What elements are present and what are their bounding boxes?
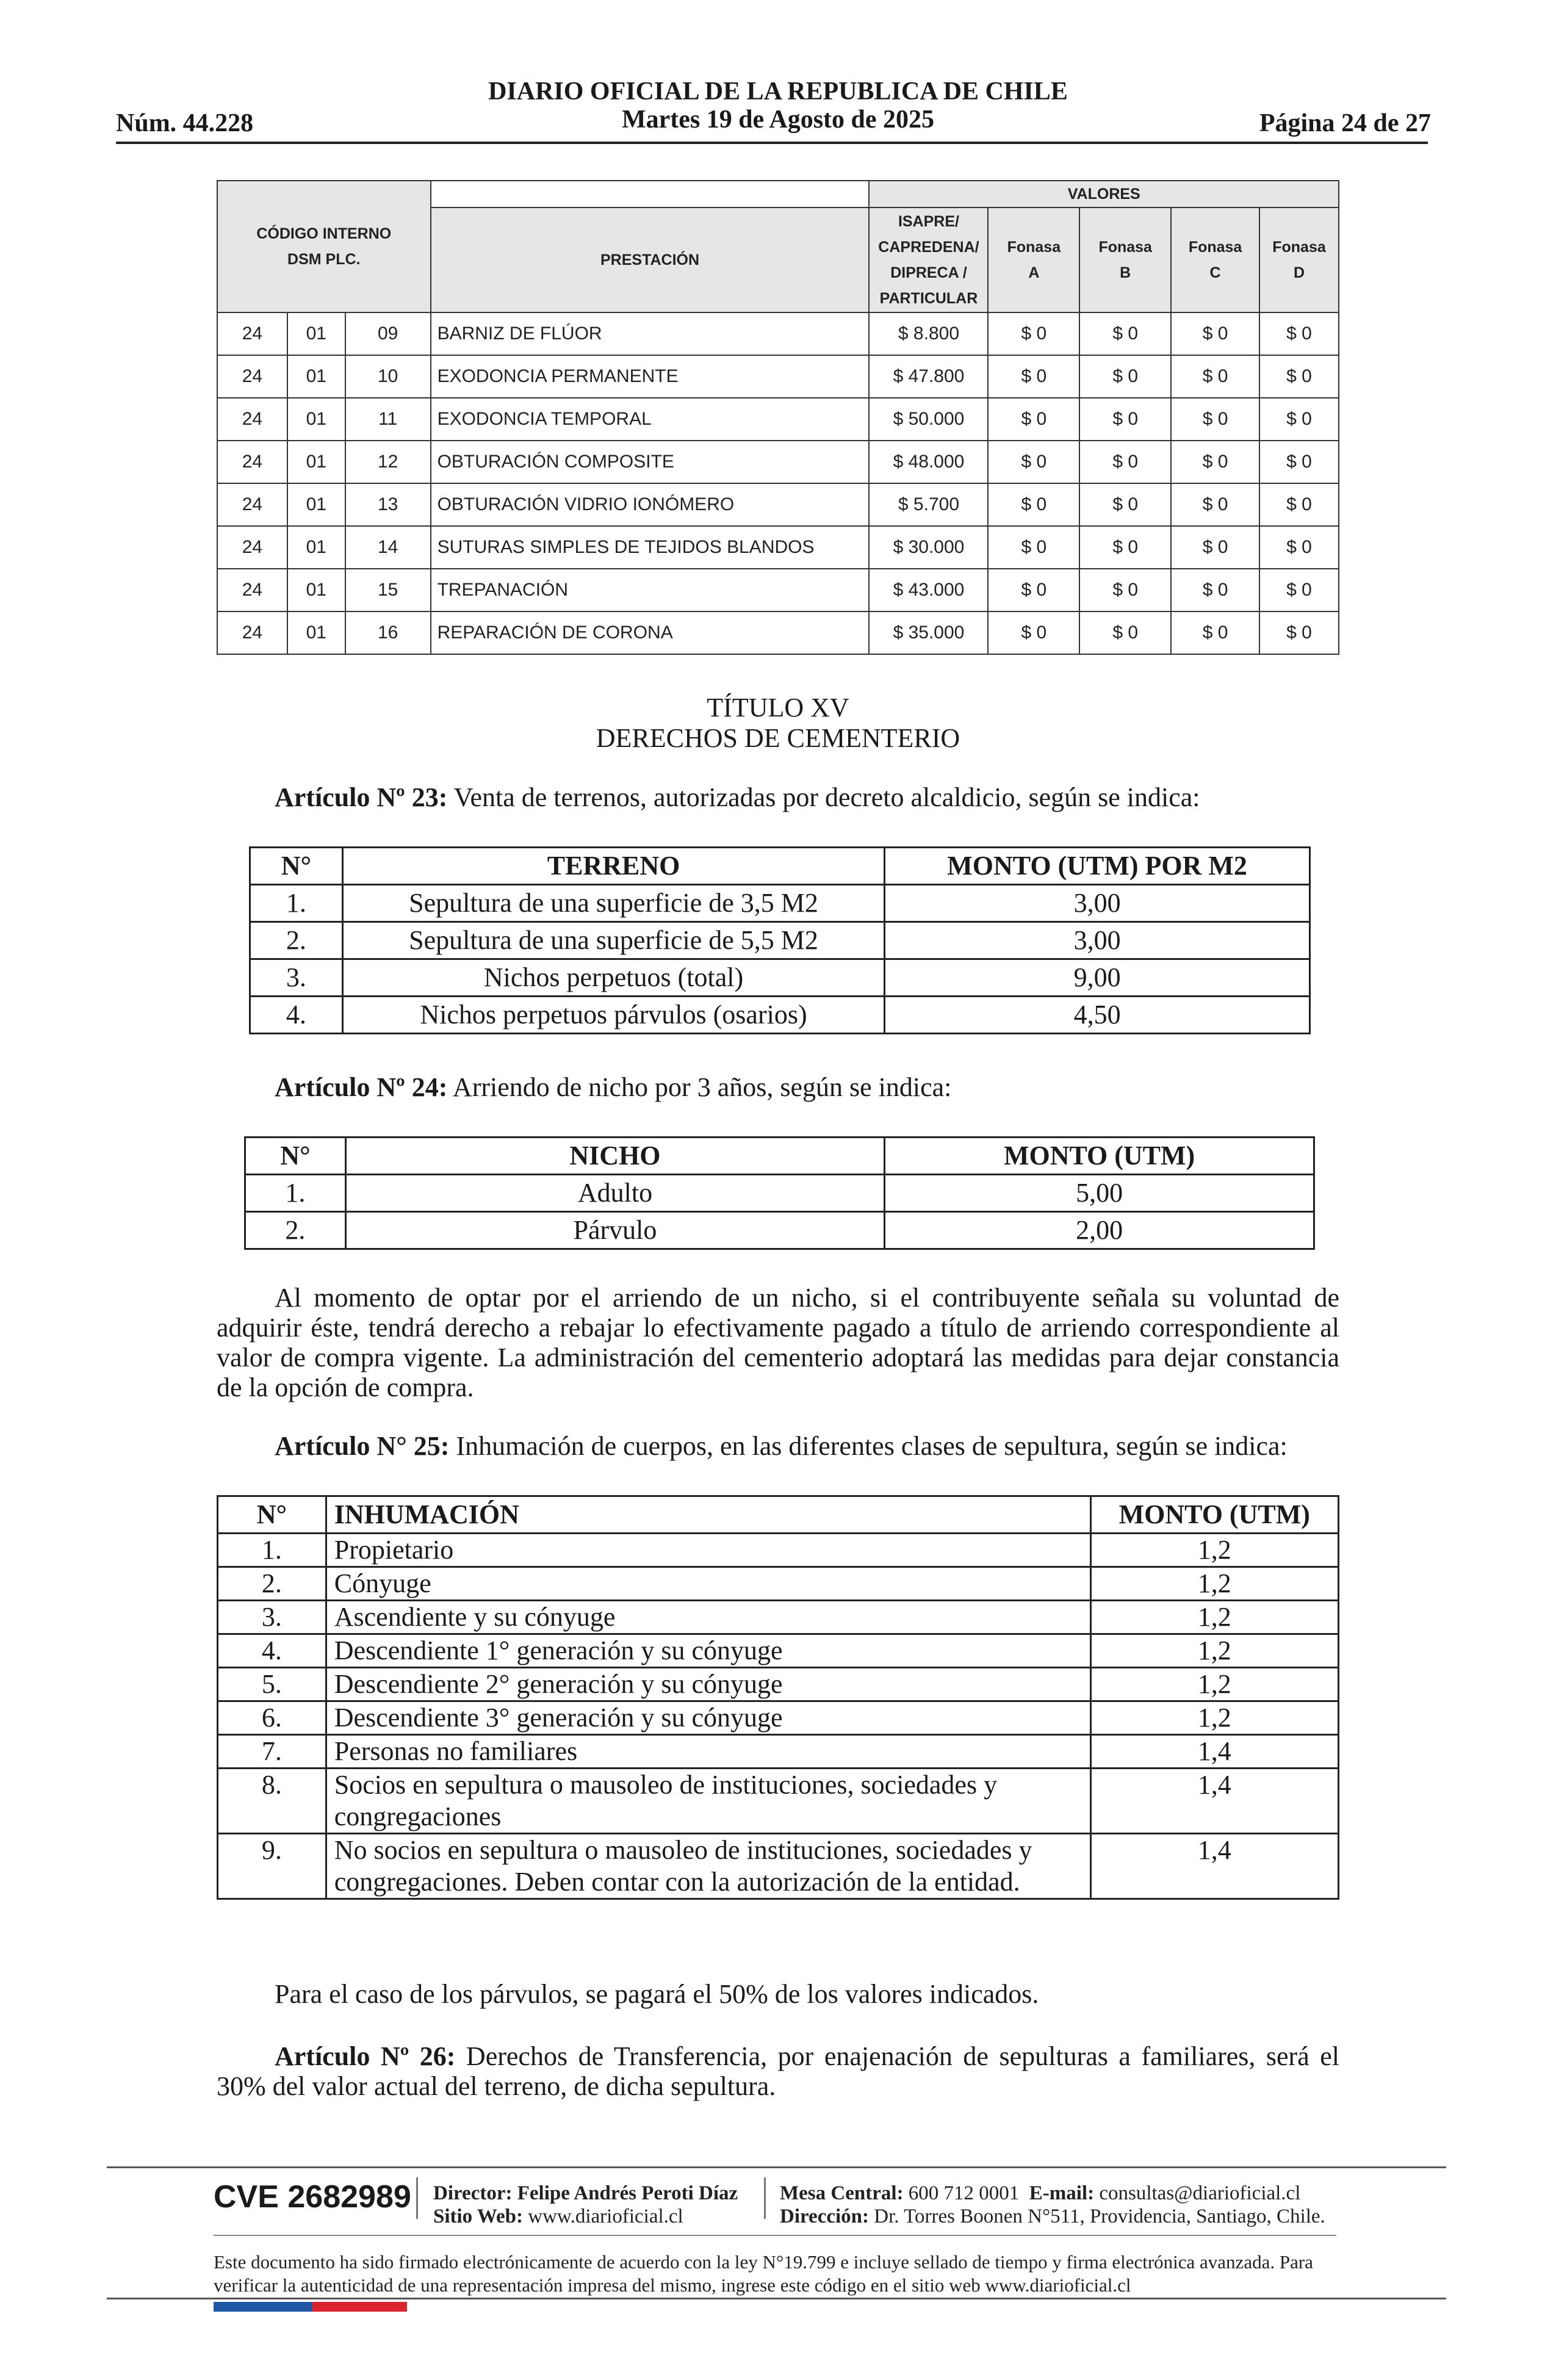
table-row [218, 1769, 1339, 1834]
header-isapre: ISAPRE/ CAPREDENA/ DIPRECA / PARTICULAR [869, 207, 988, 312]
cell-c2: 01 [287, 355, 345, 398]
table-row [245, 1212, 1314, 1249]
table-cell: 1. [218, 1534, 326, 1567]
cell-c2: 01 [287, 312, 345, 355]
cell-b: $ 0 [1079, 441, 1171, 483]
cell-c3: 11 [345, 398, 431, 441]
table-cell: 1,2 [1090, 1567, 1339, 1601]
cell-isapre: $ 5.700 [869, 483, 988, 526]
table-cell: 3. [218, 1601, 326, 1634]
cell-a: $ 0 [988, 312, 1079, 355]
cell-c: $ 0 [1171, 355, 1259, 398]
inhumacion-header-inhumacion: INHUMACIÓN [326, 1496, 1090, 1534]
cell-c2: 01 [287, 483, 345, 526]
cell-prestacion: BARNIZ DE FLÚOR [431, 312, 870, 355]
footer-contact: Mesa Central: 600 712 0001 E-mail: consultas@diarioficial.cl Dirección: Dr. Torres Boonen N°511, Providencia, Santiago, Chile. [780, 2182, 1325, 2227]
inhumacion-header-monto: MONTO (UTM) [1090, 1496, 1339, 1534]
title-heading: DERECHOS DE CEMENTERIO [596, 723, 960, 753]
title-number: TÍTULO XV [707, 693, 849, 723]
footer-top-rule [107, 2166, 1446, 2168]
cell-d: $ 0 [1259, 355, 1339, 398]
cell-isapre: $ 8.800 [869, 312, 988, 355]
terrenos-table [249, 846, 1311, 1034]
cell-c3: 09 [345, 312, 431, 355]
page-indicator: Página 24 de 27 [1259, 109, 1431, 137]
cell-c: $ 0 [1171, 483, 1259, 526]
table-cell: Personas no familiares [326, 1735, 1090, 1769]
header-fonasa-d: Fonasa D [1259, 207, 1339, 312]
cell-prestacion: REPARACIÓN DE CORONA [431, 611, 870, 654]
table-cell: 3,00 [885, 885, 1310, 922]
nichos-header-nicho: NICHO [345, 1138, 884, 1175]
cell-d: $ 0 [1259, 398, 1339, 441]
cve-code: CVE 2682989 [214, 2179, 411, 2215]
cell-d: $ 0 [1259, 611, 1339, 654]
article-25-text: Inhumación de cuerpos, en las diferentes clases de sepultura, según se indica: [449, 1431, 1288, 1461]
table-cell: Sepultura de una superficie de 5,5 M2 [342, 922, 884, 959]
cell-c3: 12 [345, 441, 431, 483]
cell-c2: 01 [287, 526, 345, 569]
table-cell: Propietario [326, 1534, 1090, 1567]
table-row [217, 526, 1339, 569]
cell-a: $ 0 [988, 398, 1079, 441]
cell-isapre: $ 35.000 [869, 611, 988, 654]
table-cell: Descendiente 2° generación y su cónyuge [326, 1668, 1090, 1701]
flag-blue-bar [214, 2302, 312, 2312]
cell-c1: 24 [217, 355, 287, 398]
cell-isapre: $ 50.000 [869, 398, 988, 441]
table-cell: 1,2 [1090, 1668, 1339, 1701]
table-cell: 9. [218, 1834, 326, 1899]
terrenos-header-num: N° [250, 848, 343, 885]
table-cell: Adulto [345, 1175, 884, 1212]
header-valores: VALORES [869, 181, 1339, 207]
header-blank [431, 181, 870, 207]
cell-c2: 01 [287, 398, 345, 441]
table-row [217, 441, 1339, 483]
table-row [218, 1601, 1339, 1634]
header-codigo: CÓDIGO INTERNO DSM PLC. [217, 181, 431, 312]
header-fonasa-a: Fonasa A [988, 207, 1079, 312]
cell-c1: 24 [217, 526, 287, 569]
header-fonasa-c: Fonasa C [1171, 207, 1259, 312]
table-cell: 5,00 [885, 1175, 1314, 1212]
cell-c: $ 0 [1171, 312, 1259, 355]
article-25-note: Para el caso de los párvulos, se pagará el 50% de los valores indicados. [275, 1979, 1039, 2009]
cell-a: $ 0 [988, 526, 1079, 569]
cell-c: $ 0 [1171, 611, 1259, 654]
header-divider [116, 142, 1428, 144]
footer-website-link[interactable]: www.diarioficial.cl [523, 2205, 683, 2227]
cell-d: $ 0 [1259, 569, 1339, 611]
table-cell: 1. [245, 1175, 346, 1212]
footer-mid-rule [214, 2235, 1336, 2236]
table-row [218, 1735, 1339, 1769]
table-row [245, 1175, 1314, 1212]
article-26-text: Derechos de Transferencia, por enajenación de sepulturas a familiares, será el 30% del valor actual del terreno, de dicha sepultura. [217, 2041, 1340, 2101]
table-row [218, 1701, 1339, 1735]
cell-c3: 15 [345, 569, 431, 611]
cell-d: $ 0 [1259, 483, 1339, 526]
cell-c: $ 0 [1171, 526, 1259, 569]
cell-d: $ 0 [1259, 312, 1339, 355]
footer-director: Director: Felipe Andrés Peroti Díaz Sitio Web: www.diarioficial.cl [433, 2182, 738, 2227]
table-row [250, 997, 1310, 1034]
table-cell: 9,00 [885, 959, 1310, 997]
cell-a: $ 0 [988, 441, 1079, 483]
cell-c: $ 0 [1171, 569, 1259, 611]
table-row [217, 355, 1339, 398]
table-cell: No socios en sepultura o mausoleo de instituciones, sociedades y congregaciones. Deben contar con la autorización de la entidad. [326, 1834, 1090, 1899]
table-row [217, 483, 1339, 526]
publication-date: Martes 19 de Agosto de 2025 [621, 106, 935, 134]
article-26 [217, 2041, 1339, 2101]
nichos-header-monto: MONTO (UTM) [885, 1138, 1314, 1175]
cell-c1: 24 [217, 611, 287, 654]
table-row [250, 922, 1310, 959]
article-26-label: Artículo Nº 26: [275, 2041, 456, 2071]
cell-b: $ 0 [1079, 526, 1171, 569]
cell-a: $ 0 [988, 611, 1079, 654]
cell-b: $ 0 [1079, 483, 1171, 526]
cell-c3: 13 [345, 483, 431, 526]
cell-c2: 01 [287, 441, 345, 483]
cell-a: $ 0 [988, 569, 1079, 611]
cell-c1: 24 [217, 312, 287, 355]
footer-separator [416, 2177, 418, 2219]
article-25 [217, 1431, 1339, 1461]
table-cell: 7. [218, 1735, 326, 1769]
table-cell: 5. [218, 1668, 326, 1701]
table-cell: 1. [250, 885, 343, 922]
cell-isapre: $ 48.000 [869, 441, 988, 483]
footer-separator [764, 2177, 766, 2219]
table-cell: 6. [218, 1701, 326, 1735]
inhumacion-table [217, 1495, 1339, 1900]
cell-c3: 16 [345, 611, 431, 654]
table-cell: 1,4 [1090, 1834, 1339, 1899]
cell-prestacion: EXODONCIA PERMANENTE [431, 355, 870, 398]
table-row [217, 611, 1339, 654]
cell-b: $ 0 [1079, 312, 1171, 355]
table-cell: 2. [245, 1212, 346, 1249]
table-row [218, 1534, 1339, 1567]
terrenos-header-monto: MONTO (UTM) POR M2 [885, 848, 1310, 885]
table-cell: 4. [250, 997, 343, 1034]
article-24-note: Al momento de optar por el arriendo de un nicho, si el contribuyente señala su voluntad de adquirir éste, tendrá derecho a rebajar lo efectivamente pagado a título de arriendo correspondiente al valor de compra vigente. La administración del cementerio adoptará las medidas para dejar constancia de la opción de compra. [217, 1283, 1339, 1402]
table-cell: Nichos perpetuos párvulos (osarios) [342, 997, 884, 1034]
cell-isapre: $ 30.000 [869, 526, 988, 569]
terrenos-header-terreno: TERRENO [342, 848, 884, 885]
cell-d: $ 0 [1259, 526, 1339, 569]
table-cell: 1,2 [1090, 1534, 1339, 1567]
cell-a: $ 0 [988, 355, 1079, 398]
table-cell: 4. [218, 1634, 326, 1668]
cell-prestacion: TREPANACIÓN [431, 569, 870, 611]
cell-d: $ 0 [1259, 441, 1339, 483]
cell-c1: 24 [217, 441, 287, 483]
table-cell: Socios en sepultura o mausoleo de instituciones, sociedades y congregaciones [326, 1769, 1090, 1834]
article-25-label: Artículo N° 25: [275, 1431, 450, 1461]
table-cell: 3,00 [885, 922, 1310, 959]
cell-c2: 01 [287, 569, 345, 611]
table-cell: 1,4 [1090, 1769, 1339, 1834]
table-row [217, 569, 1339, 611]
dental-fees-table [217, 180, 1339, 655]
article-24-text: Arriendo de nicho por 3 años, según se indica: [447, 1072, 952, 1102]
header-fonasa-b: Fonasa B [1079, 207, 1171, 312]
table-row [218, 1668, 1339, 1701]
cell-c: $ 0 [1171, 441, 1259, 483]
cell-isapre: $ 47.800 [869, 355, 988, 398]
table-cell: 1,4 [1090, 1735, 1339, 1769]
cell-b: $ 0 [1079, 355, 1171, 398]
footer-bottom-rule [107, 2298, 1446, 2299]
issue-number: Núm. 44.228 [116, 109, 254, 137]
table-row [250, 959, 1310, 997]
table-row [218, 1834, 1339, 1899]
table-cell: Párvulo [345, 1212, 884, 1249]
cell-a: $ 0 [988, 483, 1079, 526]
cell-c1: 24 [217, 569, 287, 611]
table-cell: Sepultura de una superficie de 3,5 M2 [342, 885, 884, 922]
footer-email-link[interactable]: consultas@diarioficial.cl [1094, 2182, 1301, 2204]
table-row [250, 885, 1310, 922]
article-24 [217, 1072, 1339, 1102]
nichos-table [244, 1136, 1315, 1250]
table-cell: 2. [250, 922, 343, 959]
table-cell: 8. [218, 1769, 326, 1834]
publication-title: DIARIO OFICIAL DE LA REPUBLICA DE CHILE [488, 78, 1068, 106]
cell-prestacion: EXODONCIA TEMPORAL [431, 398, 870, 441]
table-row [218, 1567, 1339, 1601]
article-23 [217, 782, 1339, 812]
cell-prestacion: OBTURACIÓN COMPOSITE [431, 441, 870, 483]
article-24-label: Artículo Nº 24: [275, 1072, 448, 1102]
cell-c1: 24 [217, 398, 287, 441]
table-cell: 1,2 [1090, 1634, 1339, 1668]
article-23-text: Venta de terrenos, autorizadas por decreto alcaldicio, según se indica: [447, 782, 1200, 812]
table-cell: Nichos perpetuos (total) [342, 959, 884, 997]
table-cell: Cónyuge [326, 1567, 1090, 1601]
header-prestacion: PRESTACIÓN [431, 207, 870, 312]
table-cell: Descendiente 1° generación y su cónyuge [326, 1634, 1090, 1668]
table-cell: Descendiente 3° generación y su cónyuge [326, 1701, 1090, 1735]
cell-c: $ 0 [1171, 398, 1259, 441]
cell-c2: 01 [287, 611, 345, 654]
cell-b: $ 0 [1079, 611, 1171, 654]
nichos-header-num: N° [245, 1138, 346, 1175]
table-cell: 1,2 [1090, 1601, 1339, 1634]
cell-prestacion: OBTURACIÓN VIDRIO IONÓMERO [431, 483, 870, 526]
cell-b: $ 0 [1079, 398, 1171, 441]
table-cell: 4,50 [885, 997, 1310, 1034]
footer-signature-note: Este documento ha sido firmado electrónicamente de acuerdo con la ley N°19.799 e incluye sellado de tiempo y firma electrónica avanzada. Para verificar la autenticidad de una representación impresa del mismo, ingrese este código en el sitio web www.diarioficial.cl [214, 2251, 1313, 2296]
table-row [217, 398, 1339, 441]
table-row [217, 312, 1339, 355]
table-cell: 3. [250, 959, 343, 997]
cell-c3: 10 [345, 355, 431, 398]
cell-prestacion: SUTURAS SIMPLES DE TEJIDOS BLANDOS [431, 526, 870, 569]
cell-b: $ 0 [1079, 569, 1171, 611]
table-cell: 1,2 [1090, 1701, 1339, 1735]
article-23-label: Artículo Nº 23: [275, 782, 448, 812]
table-cell: 2. [218, 1567, 326, 1601]
table-cell: 2,00 [885, 1212, 1314, 1249]
cell-c3: 14 [345, 526, 431, 569]
table-cell: Ascendiente y su cónyuge [326, 1601, 1090, 1634]
table-row [218, 1634, 1339, 1668]
flag-red-bar [312, 2302, 407, 2312]
cell-isapre: $ 43.000 [869, 569, 988, 611]
cell-c1: 24 [217, 483, 287, 526]
dental-fees-body [217, 312, 1339, 654]
inhumacion-header-num: N° [218, 1496, 326, 1534]
